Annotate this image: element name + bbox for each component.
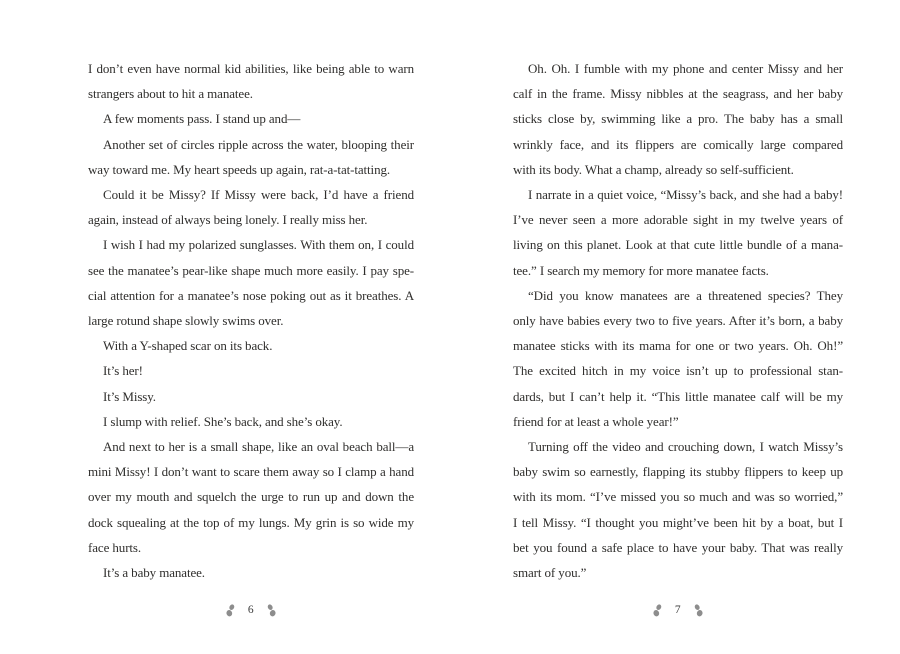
text-line: Oh. Oh. I fumble with my phone and center Missy and her — [528, 61, 843, 76]
text-line: Another set of circles ripple across the water, blooping their — [103, 136, 414, 152]
text-line: With a Y-shaped scar on its back. — [103, 338, 273, 354]
folio-right — [513, 602, 843, 618]
text-line: tee.” I search my memory for more manatee facts. — [513, 262, 769, 278]
text-line: over my mouth and squelch the urge to run up and down the — [88, 489, 414, 505]
text-line: I narrate in a quiet voice, “Missy’s back, and she had a baby! — [528, 187, 843, 203]
text-line: see the manatee’s pear-like shape much more easily. I pay spe- — [88, 262, 414, 278]
text-line: The excited hitch in my voice isn’t up to professional stan- — [513, 363, 843, 379]
page-number: 7 — [674, 604, 682, 616]
text-line: I’ve never seen a more adorable sight in my twelve years of — [513, 212, 843, 228]
text-line: with its body. What a champ, already so self-sufficient. — [513, 161, 794, 177]
text-line: wrinkly face, and its flippers are comically large compared — [513, 136, 843, 152]
text-line: I don’t even have normal kid abilities, like being able to warn — [88, 61, 414, 76]
text-line: sticks close by, swimming like a pro. The baby has a small — [513, 111, 843, 127]
double-teardrop-ornament-icon — [267, 604, 276, 617]
text-line: It’s Missy. — [103, 388, 156, 404]
text-line: dards, but I can’t help it. “This little manatee calf will be my — [513, 388, 843, 404]
page-left-text — [88, 56, 414, 585]
text-line: bet you found a safe place to have your baby. That was really — [513, 539, 843, 555]
text-line: A few moments pass. I stand up and— — [103, 111, 301, 127]
text-line: mini Missy! I don’t want to scare them away so I clamp a hand — [88, 464, 414, 480]
text-line: It’s a baby manatee. — [103, 565, 205, 581]
text-line: manatee sticks with its mama for one or two years. Oh. Oh!” — [513, 338, 843, 354]
double-teardrop-ornament-icon — [653, 604, 662, 617]
text-line: I tell Missy. “I thought you might’ve been hit by a boat, but I — [513, 514, 843, 530]
text-line: face hurts. — [88, 539, 142, 555]
text-line: I wish I had my polarized sunglasses. With them on, I could — [103, 237, 414, 253]
page-right-text — [513, 56, 843, 585]
text-line: It’s her! — [103, 363, 143, 379]
text-line: living on this planet. Look at that cute little bundle of a mana- — [513, 237, 843, 253]
text-line: I slump with relief. She’s back, and she’s okay. — [103, 413, 343, 429]
double-teardrop-ornament-icon — [694, 604, 703, 617]
page-number: 6 — [247, 604, 255, 616]
text-line: smart of you.” — [513, 565, 587, 581]
text-line: large rotund shape slowly swims over. — [88, 313, 284, 329]
text-line: with its mom. “I’ve missed you so much and was so worried,” — [513, 489, 843, 505]
folio-left — [88, 602, 414, 618]
text-line: baby swim so earnestly, flapping its stubby flippers to keep up — [513, 464, 843, 480]
text-line: strangers about to hit a manatee. — [88, 86, 253, 102]
text-line: “Did you know manatees are a threatened species? They — [528, 287, 843, 303]
text-line: And next to her is a small shape, like an oval beach ball—a — [103, 439, 414, 455]
double-teardrop-ornament-icon — [226, 604, 235, 617]
text-line: again, instead of always being lonely. I really miss her. — [88, 212, 368, 228]
text-line: only have babies every two to five years. After it’s born, a baby — [513, 313, 843, 329]
text-line: Could it be Missy? If Missy were back, I’d have a friend — [103, 187, 414, 203]
text-line: way toward me. My heart speeds up again, rat-a-tat-tatting. — [88, 161, 391, 177]
text-line: Turning off the video and crouching down, I watch Missy’s — [528, 439, 843, 455]
text-line: cial attention for a manatee’s nose poking out as it breathes. A — [88, 287, 414, 303]
text-line: calf in the frame. Missy nibbles at the seagrass, and her baby — [513, 86, 843, 102]
text-line: dock squealing at the top of my lungs. My grin is so wide my — [88, 514, 414, 530]
text-line: friend for at least a whole year!” — [513, 413, 679, 429]
